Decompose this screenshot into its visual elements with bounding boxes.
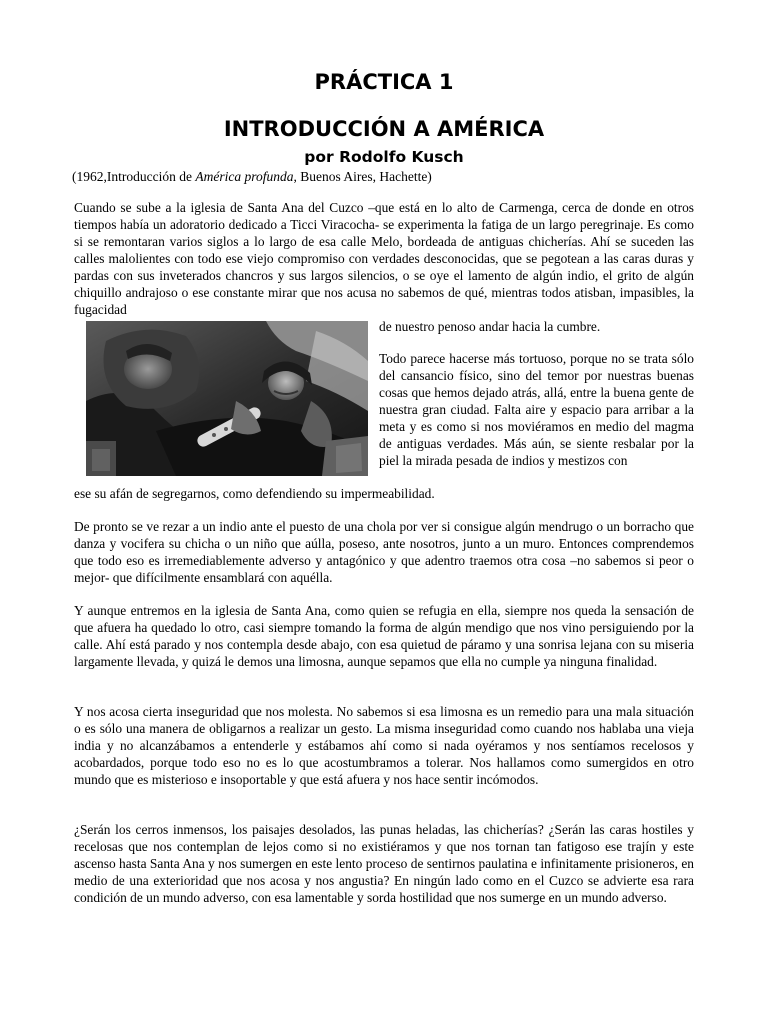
citation-suffix: , Buenos Aires, Hachette) <box>293 169 432 184</box>
author-line: por Rodolfo Kusch <box>304 148 464 166</box>
paragraph-1-end: de nuestro penoso andar hacia la cumbre. <box>379 319 601 334</box>
paragraph-2: Todo parece hacerse más tortuoso, porque no se trata sólo del cansancio físico, sino del temor por nuestras buenas cosas que hemos dejado atrás, allá, entre la buena gente de nuestra gran ciudad. Falta aire y espacio para arribar a la meta y es como si nos moviéramos en medio del magma de antiguas verdades. Más aún, se siente resbalar por la piel la mirada pesada de indios y mestizos con <box>379 351 694 468</box>
citation-book-title: América profunda <box>195 169 294 184</box>
practice-heading: PRÁCTICA 1 <box>314 70 454 94</box>
painting-illustration <box>86 321 368 476</box>
paragraph-6: ¿Serán los cerros inmensos, los paisajes desolados, las punas heladas, las chicherías? ¿Serán las caras hostiles y recelosas que nos contemplan de lejos como si no existiéramos y que nos tornan tan fatigoso ese trajín y este ascenso hasta Santa Ana y nos sumergen en este lento proceso de sentirnos paulatina e infinitamente prisioneros, en medio de una exterioridad que nos acosa y nos angustia? En ningún lado como en el Cuzco se advierte esa rara condición de un mundo adverso, con esa lamentable y sorda hostilidad que nos sumerge en un mundo adverso. <box>74 822 694 905</box>
citation-prefix: (1962,Introducción de <box>72 169 196 184</box>
citation <box>72 169 432 185</box>
illustration-image <box>86 321 368 476</box>
paragraph-4: Y aunque entremos en la iglesia de Santa Ana, como quien se refugia en ella, siempre nos queda la sensación de que afuera ha quedado lo otro, casi siempre tomando la forma de algún mendigo que nos vino persiguiendo por la calle. Ahí está parado y nos contempla desde abajo, con esa quietud de páramo y una sonrisa lejana con su miseria largamente llevada, y quizá le demos una limosna, aunque sepamos que ella no cumple ya ninguna finalidad. <box>74 603 694 669</box>
page-title: INTRODUCCIÓN A AMÉRICA <box>223 117 545 141</box>
paragraph-3: De pronto se ve rezar a un indio ante el puesto de una chola por ver si consigue algún mendrugo o un borracho que danza y vocifera su chicha o un niño que aúlla, poseso, ante nosotros, junto a un muro. Entonces comprendemos que todo eso es irremediablemente adverso y antagónico y que adentro traemos otra cosa –no sabemos si peor o mejor- que difícilmente ensamblará con aquélla. <box>74 519 694 585</box>
paragraph-1: Cuando se sube a la iglesia de Santa Ana del Cuzco –que está en lo alto de Carmenga, cerca de donde en otros tiempos había un adoratorio dedicado a Ticci Viracocha- se experimenta la fatiga de un largo peregrinaje. Es como si se remontaran varios siglos a lo largo de esa calle Melo, bordeada de antiguas chicherías. Ahí se suceden las calles malolientes con todo ese viejo compromiso con verdades desconocidas, que se pegotean a las caras duras y pardas con sus inveterados chancros y sus largos silencios, o se oye el lamento de algún indio, el grito de algún chiquillo andrajoso o ese constante mirar que nos acusa no sabemos de qué, mientras todos atisban, impasibles, la fugacidad <box>74 200 694 317</box>
paragraph-2-end: ese su afán de segregarnos, como defendiendo su impermeabilidad. <box>74 486 435 501</box>
paragraph-5: Y nos acosa cierta inseguridad que nos molesta. No sabemos si esa limosna es un remedio para una mala situación o es sólo una manera de obligarnos a realizar un gesto. La misma inseguridad como cuando nos hablaba una vieja india y no alcanzábamos a entenderle y estábamos ahí como si nada oyéramos y nos sentíamos recelosos y acobardados, porque todo eso no es lo que acostumbramos a tolerar. Nos hallamos como sumergidos en otro mundo que es misterioso e insoportable y que está afuera y nos hace sentir incómodos. <box>74 704 694 787</box>
